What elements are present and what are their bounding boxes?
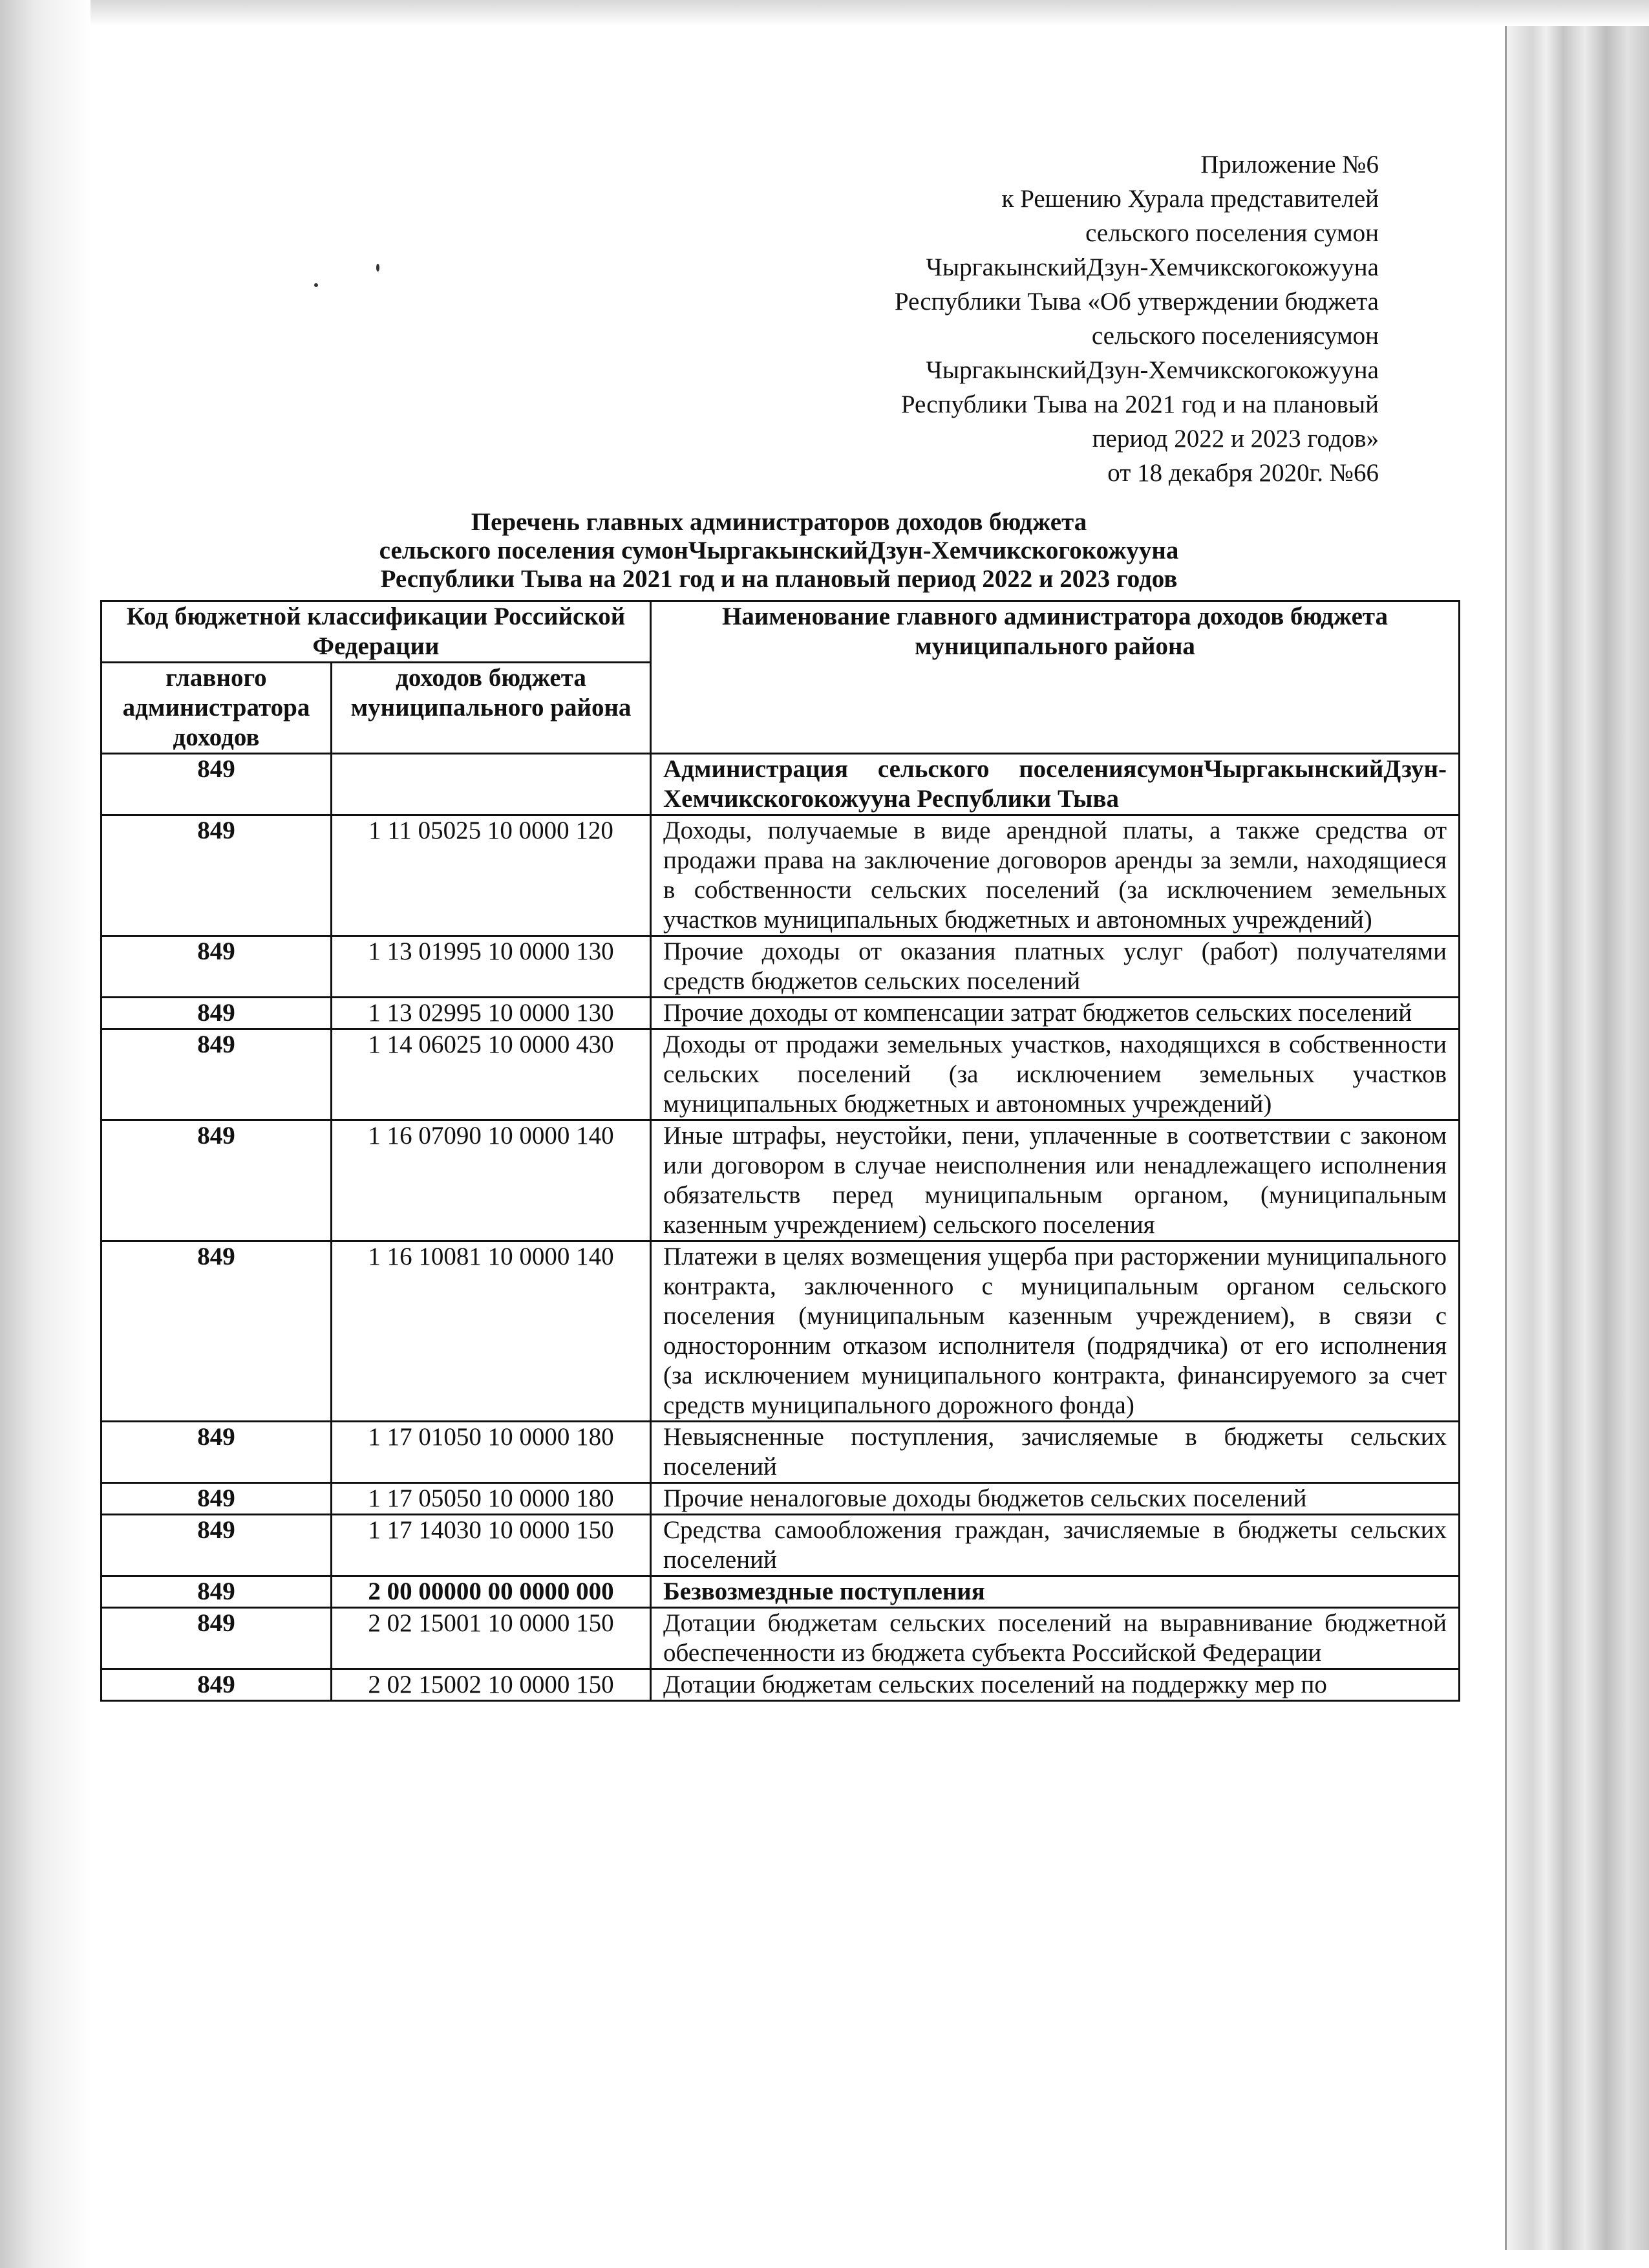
scan-speck xyxy=(376,264,379,272)
table-row xyxy=(101,936,1460,998)
scan-speck xyxy=(314,283,318,287)
admin-code-cell: 849 xyxy=(101,815,332,936)
table-body xyxy=(101,754,1460,1701)
appendix-block xyxy=(732,147,1379,490)
table-row xyxy=(101,1608,1460,1669)
table-row xyxy=(101,998,1460,1029)
admin-code-cell: 849 xyxy=(101,1483,332,1515)
administrator-name-cell: Иные штрафы, неустойки, пени, уплаченные в соответствии с законом или договором в случае неисполнения или ненадлежащего исполнения обязательств перед муниципальным органом, (муниципальным казенным учреждением) сельского поселения xyxy=(651,1120,1460,1241)
table-row xyxy=(101,1422,1460,1483)
revenue-code-cell: 1 13 01995 10 0000 130 xyxy=(332,936,651,998)
scan-top-edge xyxy=(0,0,1649,26)
admin-code-cell: 849 xyxy=(101,1515,332,1576)
administrator-name-cell: Прочие доходы от компенсации затрат бюджетов сельских поселений xyxy=(651,998,1460,1029)
revenue-code-cell: 1 13 02995 10 0000 130 xyxy=(332,998,651,1029)
table-row xyxy=(101,1669,1460,1701)
admin-code-cell: 849 xyxy=(101,936,332,998)
appendix-line: Республики Тыва на 2021 год и на плановый xyxy=(900,390,1379,418)
revenue-code-cell: 2 02 15001 10 0000 150 xyxy=(332,1608,651,1669)
title-line: сельского поселения сумонЧыргакынскийДзун-Хемчикскогокожууна xyxy=(379,537,1179,564)
appendix-line: к Решению Хурала представителей xyxy=(1001,185,1379,213)
administrator-name-cell: Дотации бюджетам сельских поселений на поддержку мер по xyxy=(651,1669,1460,1701)
revenue-code-cell: 1 17 14030 10 0000 150 xyxy=(332,1515,651,1576)
title-line: Перечень главных администраторов доходов бюджета xyxy=(471,508,1087,536)
table-row xyxy=(101,815,1460,936)
appendix-line: ЧыргакынскийДзун-Хемчикскогокожууна xyxy=(926,356,1379,384)
scan-page-edge-line xyxy=(1505,26,1507,2250)
administrator-name-cell: Средства самообложения граждан, зачисляемые в бюджеты сельских поселений xyxy=(651,1515,1460,1576)
administrators-table xyxy=(100,600,1460,1702)
revenue-code-cell: 1 17 05050 10 0000 180 xyxy=(332,1483,651,1515)
admin-code-cell: 849 xyxy=(101,754,332,815)
table-row xyxy=(101,1576,1460,1608)
appendix-line: от 18 декабря 2020г. №66 xyxy=(1107,459,1379,487)
table-header-row xyxy=(101,601,1460,663)
header-main-administrator: главного администратора доходов xyxy=(101,663,332,754)
scan-page-stack-edge xyxy=(1506,26,1649,2250)
header-administrator-name: Наименование главного администратора доходов бюджета муниципального района xyxy=(651,601,1460,754)
administrator-name-cell: Доходы от продажи земельных участков, находящихся в собственности сельских поселений (за исключением земельных участков муниципальных бюджетных и автономных учреждений) xyxy=(651,1029,1460,1120)
administrator-name-cell: Платежи в целях возмещения ущерба при расторжении муниципального контракта, заключенного с муниципальным органом сельского поселения (муниципальным казенным учреждением), в связи с односторонним отказом исполнителя (подрядчика) от его исполнения (за исключением муниципального контракта, финансируемого за счет средств муниципального дорожного фонда) xyxy=(651,1241,1460,1422)
revenue-code-cell: 1 16 07090 10 0000 140 xyxy=(332,1120,651,1241)
admin-code-cell: 849 xyxy=(101,1576,332,1608)
admin-code-cell: 849 xyxy=(101,1669,332,1701)
appendix-line: период 2022 и 2023 годов» xyxy=(1092,425,1379,453)
table-row xyxy=(101,1029,1460,1120)
admin-code-cell: 849 xyxy=(101,1608,332,1669)
document-title xyxy=(100,508,1458,594)
administrator-name-cell: Администрация сельского поселениясумонЧыргакынскийДзун-Хемчикскогокожууна Республики Тыва xyxy=(651,754,1460,815)
scan-left-shadow xyxy=(0,0,90,2268)
appendix-line: сельского поселениясумон xyxy=(1091,322,1379,350)
title-line: Республики Тыва на 2021 год и на плановый период 2022 и 2023 годов xyxy=(380,565,1178,593)
administrator-name-cell: Невыясненные поступления, зачисляемые в бюджеты сельских поселений xyxy=(651,1422,1460,1483)
administrator-name-cell: Доходы, получаемые в виде арендной платы, а также средства от продажи права на заключение договоров аренды за земли, находящиеся в собственности сельских поселений (за исключением земельных участков муниципальных бюджетных и автономных учреждений) xyxy=(651,815,1460,936)
admin-code-cell: 849 xyxy=(101,998,332,1029)
table-row xyxy=(101,1120,1460,1241)
header-revenue-code: доходов бюджета муниципального района xyxy=(332,663,651,754)
appendix-line: Республики Тыва «Об утверждении бюджета xyxy=(894,288,1379,316)
table-row xyxy=(101,1515,1460,1576)
administrator-name-cell: Прочие неналоговые доходы бюджетов сельских поселений xyxy=(651,1483,1460,1515)
revenue-code-cell: 1 14 06025 10 0000 430 xyxy=(332,1029,651,1120)
appendix-line: ЧыргакынскийДзун-Хемчикскогокожууна xyxy=(926,253,1379,281)
revenue-code-cell: 2 02 15002 10 0000 150 xyxy=(332,1669,651,1701)
revenue-code-cell xyxy=(332,754,651,815)
admin-code-cell: 849 xyxy=(101,1241,332,1422)
administrator-name-cell: Безвозмездные поступления xyxy=(651,1576,1460,1608)
appendix-line: сельского поселения сумон xyxy=(1085,219,1379,247)
table-row xyxy=(101,1241,1460,1422)
appendix-line: Приложение №6 xyxy=(1200,151,1379,178)
header-classification-code: Код бюджетной классификации Российской Федерации xyxy=(101,601,651,663)
administrator-name-cell: Прочие доходы от оказания платных услуг (работ) получателями средств бюджетов сельских поселений xyxy=(651,936,1460,998)
revenue-code-cell: 1 16 10081 10 0000 140 xyxy=(332,1241,651,1422)
admin-code-cell: 849 xyxy=(101,1422,332,1483)
table-row xyxy=(101,754,1460,815)
revenue-code-cell: 1 11 05025 10 0000 120 xyxy=(332,815,651,936)
table-row xyxy=(101,1483,1460,1515)
admin-code-cell: 849 xyxy=(101,1029,332,1120)
admin-code-cell: 849 xyxy=(101,1120,332,1241)
revenue-code-cell: 1 17 01050 10 0000 180 xyxy=(332,1422,651,1483)
revenue-code-cell: 2 00 00000 00 0000 000 xyxy=(332,1576,651,1608)
administrator-name-cell: Дотации бюджетам сельских поселений на выравнивание бюджетной обеспеченности из бюджета субъекта Российской Федерации xyxy=(651,1608,1460,1669)
